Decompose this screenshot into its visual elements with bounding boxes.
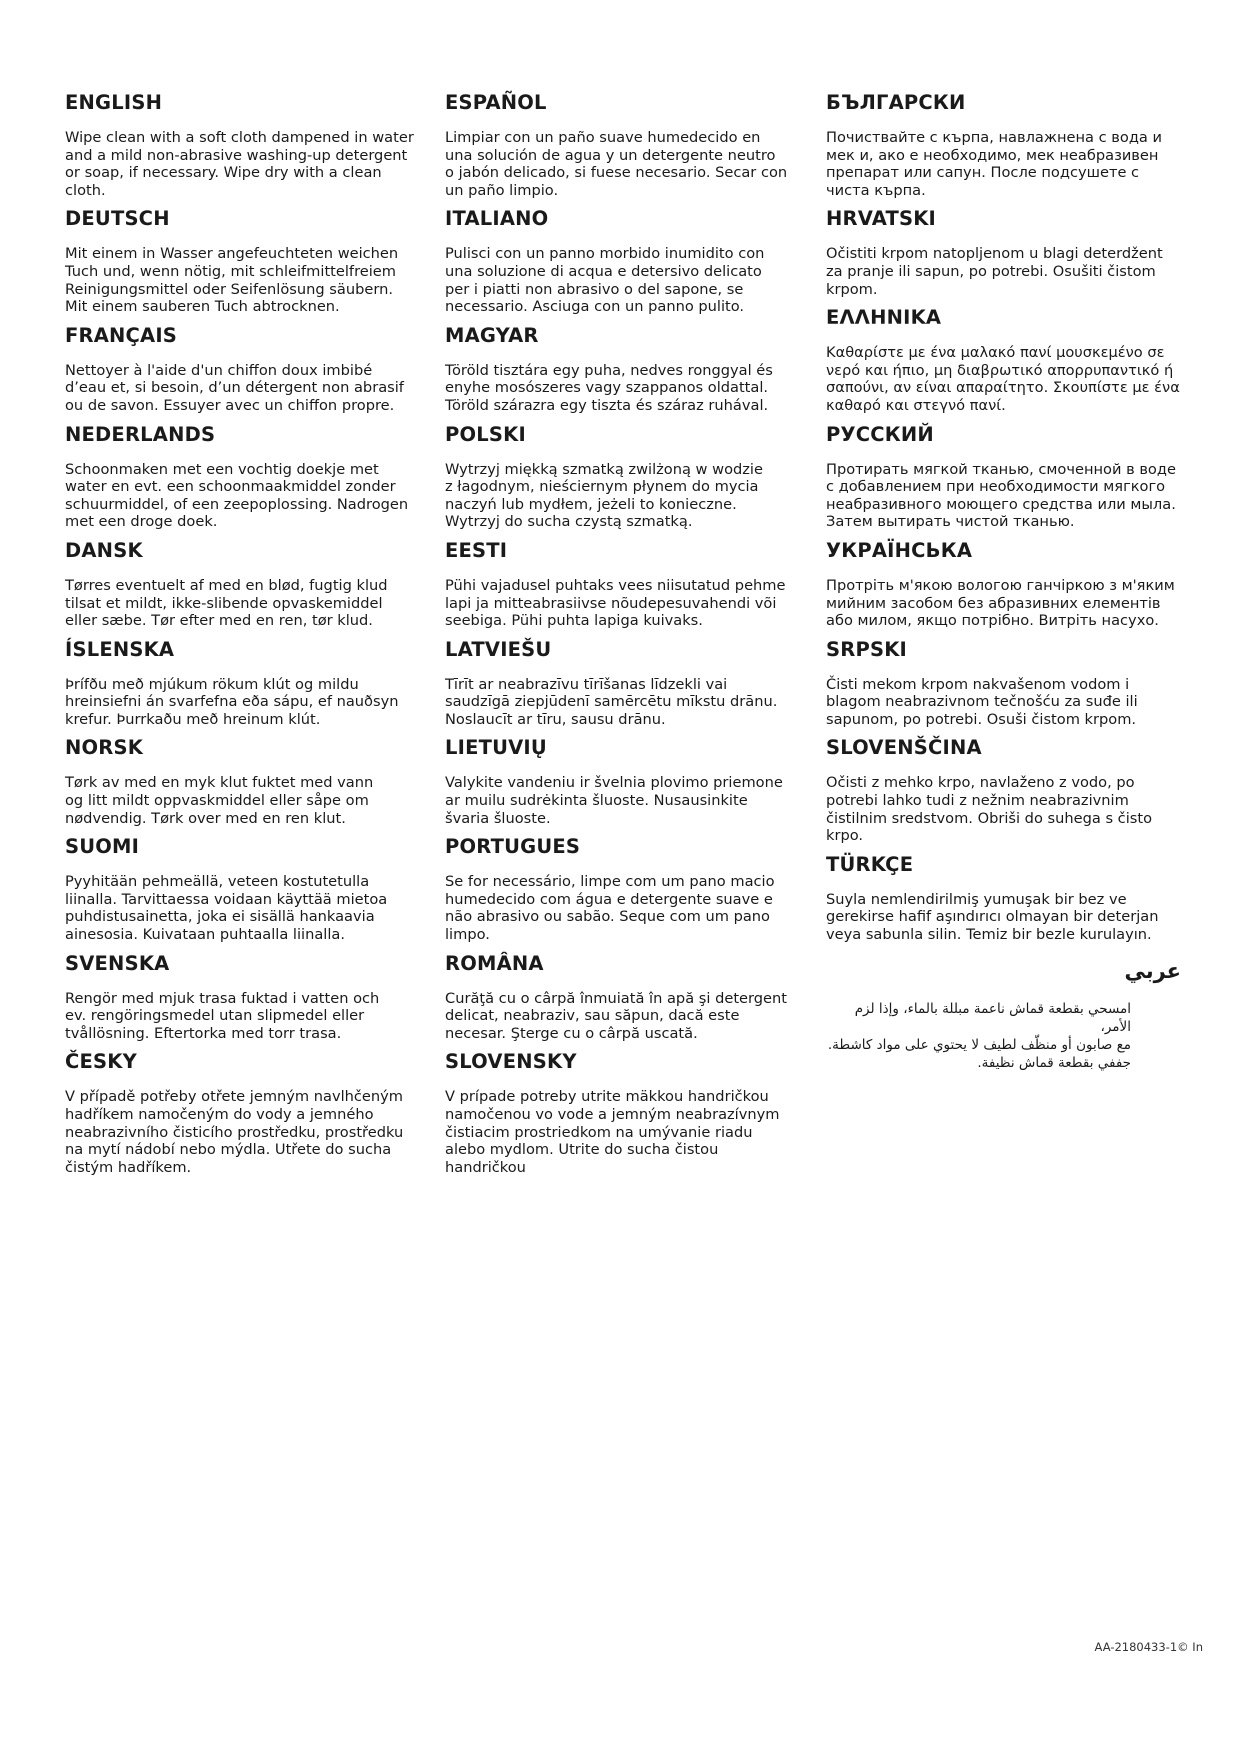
language-heading: SLOVENŠČINA [826,736,982,760]
care-instructions: Tørk av med en myk klut fuktet med vann og litt mildt oppvaskmiddel eller såpe om nødvendig. Tørk over med en ren klut. [65,774,374,827]
language-heading: LIETUVIŲ [445,736,547,760]
section-russian [826,420,1181,531]
care-instructions: Tīrīt ar neabrazīvu tīrīšanas līdzekli vai saudzīgā ziepjūdenī samērcētu mīkstu drānu. Noslaucīt ar tīru, sausu drānu. [445,675,778,728]
care-instructions: Tørres eventuelt af med en blød, fugtig klud tilsat et mildt, ikke-slibende opvaskemiddel eller sæbe. Tør efter med en ren, tør klud. [65,576,388,630]
language-heading: ITALIANO [445,207,549,231]
section-norsk [65,733,420,827]
care-instructions: Curăţă cu o cârpă înmuiată în apă şi detergent delicat, neabraziv, sau săpun, dacă este necesar. Şterge cu o cârpă uscată. [445,989,787,1042]
section-english [65,88,420,199]
language-heading: SLOVENSKY [445,1050,577,1074]
language-heading: MAGYAR [445,323,539,347]
language-heading: PORTUGUES [445,835,581,859]
care-instructions: Čisti mekom krpom nakvašenom vodom i blagom neabrazivnom tečnošću za suđe ili sapunom, po potrebi. Osuši čistom krpom. [826,675,1138,728]
section-italiano [445,204,800,315]
care-instructions: Se for necessário, limpe com um pano macio humedecido com água e detergente suave e não abrasivo ou sabão. Seque com um pano limpo. [445,873,775,944]
care-instructions: Nettoyer à l'aide d'un chiffon doux imbibé d’eau et, si besoin, d’un détergent non abrasif ou de savon. Essuyer avec un chiffon propre. [65,361,404,414]
section-francais [65,321,420,415]
section-hrvatski [826,204,1181,298]
section-portugues [445,832,800,943]
language-heading: NORSK [65,736,144,760]
care-instructions: Očisti z mehko krpo, navlaženo z vodo, po potrebi lahko tudi z nežnim neabrazivnim čistilnim sredstvom. Obriši do suhega s čisto krpo. [826,774,1153,845]
language-heading: HRVATSKI [826,207,936,231]
section-espanol [445,88,800,199]
language-heading: EESTI [445,538,508,562]
section-magyar [445,321,800,415]
language-heading: SUOMI [65,835,140,859]
section-slovenscina [826,733,1181,844]
section-dansk [65,536,420,630]
care-instructions: Wytrzyj miękką szmatką zwilżoną w wodzie z łagodnym, nieściernym płynem do mycia naczyń lub mydłem, jeżeli to konieczne. Wytrzyj do sucha czystą szmatką. [445,460,763,531]
section-lietuviu [445,733,800,827]
section-deutsch [65,204,420,315]
section-eesti [445,536,800,630]
section-srpski [826,635,1181,729]
section-slovensky [445,1047,800,1176]
section-romana [445,949,800,1043]
care-instructions: Valykite vandeniu ir švelnia plovimo priemone ar muilu sudrėkinta šluoste. Nusausinkite švaria šluoste. [445,774,783,827]
section-latviesu [445,635,800,729]
section-islenska [65,635,420,729]
care-instructions: Wipe clean with a soft cloth dampened in water and a mild non-abrasive washing-up detergent or soap, if necessary. Wipe dry with a clean cloth. [65,129,414,199]
care-instructions: V prípade potreby utrite mäkkou handričkou namočenou vo vode a jemným neabrazívnym čistiacim prostriedkom na umývanie riadu alebo mydlom. Utrite do sucha čistou handričkou [445,1088,780,1176]
section-nederlands [65,420,420,531]
language-heading: LATVIEŠU [445,637,552,661]
language-heading: NEDERLANDS [65,422,216,446]
section-turkce [826,850,1181,944]
language-heading: ÍSLENSKA [65,637,175,661]
section-cesky [65,1047,420,1176]
care-instructions: Suyla nemlendirilmiş yumuşak bir bez ve gerekirse hafif aşındırıcı olmayan bir deterjan veya sabunla silin. Temiz bir bezle kurulayın. [826,890,1159,944]
care-instructions: Mit einem in Wasser angefeuchteten weichen Tuch und, wenn nötig, mit schleifmittelfreiem Reinigungsmittel oder Seifenlösung säubern. Mit einem sauberen Tuch abtrocknen. [65,245,399,316]
care-instructions: Καθαρίστε με ένα μαλακό πανί μουσκεμένο σε νερό και ήπιο, μη διαβρωτικό απορρυπαντικό ή σαπούνι, αν είναι απαραίτητο. Σκουπίστε με ένα καθαρό και στεγνό πανί. [826,344,1180,414]
care-instructions: امسحي بقطعة قماش ناعمة مبللة بالماء، وإذا لزم الأمر، مع صابون أو منظّف لطيف لا يحتوي على مواد كاشطة. جففي بقطعة قماش نظيفة. [827,1000,1131,1071]
document-code: AA-2180433-1© In [1094,1640,1203,1654]
section-polski [445,420,800,531]
language-heading: POLSKI [445,422,526,446]
language-heading: УКРАЇНСЬКА [826,538,973,562]
language-heading: عربي [1124,958,1181,983]
care-instructions: Pühi vajadusel puhtaks vees niisutatud pehme lapi ja mitteabrasiivse nõudepesuvahendi või seebiga. Pühi puhta lapiga kuivaks. [445,576,786,630]
section-suomi [65,832,420,943]
language-heading: DANSK [65,538,143,562]
language-heading: DEUTSCH [65,207,170,231]
section-svenska [65,949,420,1043]
language-heading: SRPSKI [826,637,907,661]
language-heading: ESPAÑOL [445,91,547,114]
language-heading: РУССКИЙ [826,422,934,446]
care-instructions: Þrífðu með mjúkum rökum klút og mildu hreinsiefni án svarfefna eða sápu, ef nauðsyn krefur. Þurrkaðu með hreinum klút. [65,675,399,728]
language-heading: ΕΛΛΗΝΙΚΑ [826,306,942,330]
care-instructions: Pulisci con un panno morbido inumidito con una soluzione di acqua e detersivo delicato per i piatti non abrasivo o del sapone, se necessario. Asciuga con un panno pulito. [445,245,765,316]
care-instructions: Rengör med mjuk trasa fuktad i vatten och ev. rengöringsmedel utan slipmedel eller tvållösning. Eftertorka med torr trasa. [65,989,380,1042]
language-heading: ENGLISH [65,91,163,114]
language-heading: БЪЛГАРСКИ [826,91,966,114]
column-2 [445,88,800,1181]
section-arabic [826,956,1181,1072]
care-instructions: Očistiti krpom natopljenom u blagi deterdžent za pranje ili sapun, po potrebi. Osušiti čistom krpom. [826,245,1163,298]
care-instructions: Limpiar con un paño suave humedecido en una solución de agua y un detergente neutro o jabón delicado, si fuese necesario. Secar con un paño limpio. [445,129,788,199]
care-instructions: Schoonmaken met een vochtig doekje met water en evt. een schoonmaakmiddel zonder schuurmiddel, of een zeepoplossing. Nadrogen met een droge doek. [65,460,409,531]
section-bulgarian [826,88,1181,199]
care-instructions: Pyyhitään pehmeällä, veteen kostutetulla liinalla. Tarvittaessa voidaan käyttää mietoa puhdistusainetta, joka ei sisällä hankaavia ainesosia. Kuivataan puhtaalla liinalla. [65,873,388,944]
section-ukrainian [826,536,1181,630]
care-instructions: Протріть м'якою вологою ганчіркою з м'яким мийним засобом без абразивних елементів або милом, якщо потрібно. Витріть насухо. [826,576,1175,630]
care-instructions: Протирать мягкой тканью, смоченной в воде с добавлением при необходимости мягкого неабразивного моющего средства или мыла. Затем вытирать чистой тканью. [826,460,1176,531]
section-greek [826,303,1181,414]
language-heading: ROMÂNA [445,951,544,975]
care-instructions: Почиствайте с кърпа, навлажнена с вода и мек и, ако е необходимо, мек неабразивен препарат или сапун. После подсушете с чиста кърпа. [826,129,1162,199]
language-heading: ČESKY [65,1050,137,1074]
care-instructions: Töröld tisztára egy puha, nedves ronggyal és enyhe mosószeres vagy szappanos oldattal. Töröld szárazra egy tiszta és száraz ruhával. [445,361,773,414]
column-1 [65,88,420,1181]
language-heading: TÜRKÇE [826,852,914,876]
column-3 [826,88,1181,1077]
care-instructions: V případě potřeby otřete jemným navlhčeným hadříkem namočeným do vody a jemného neabrazivního čisticího prostředku, prostředku na mytí nádobí nebo mýdla. Utřete do sucha čistým hadříkem. [65,1088,404,1176]
language-heading: FRANÇAIS [65,323,178,347]
language-heading: SVENSKA [65,951,170,975]
